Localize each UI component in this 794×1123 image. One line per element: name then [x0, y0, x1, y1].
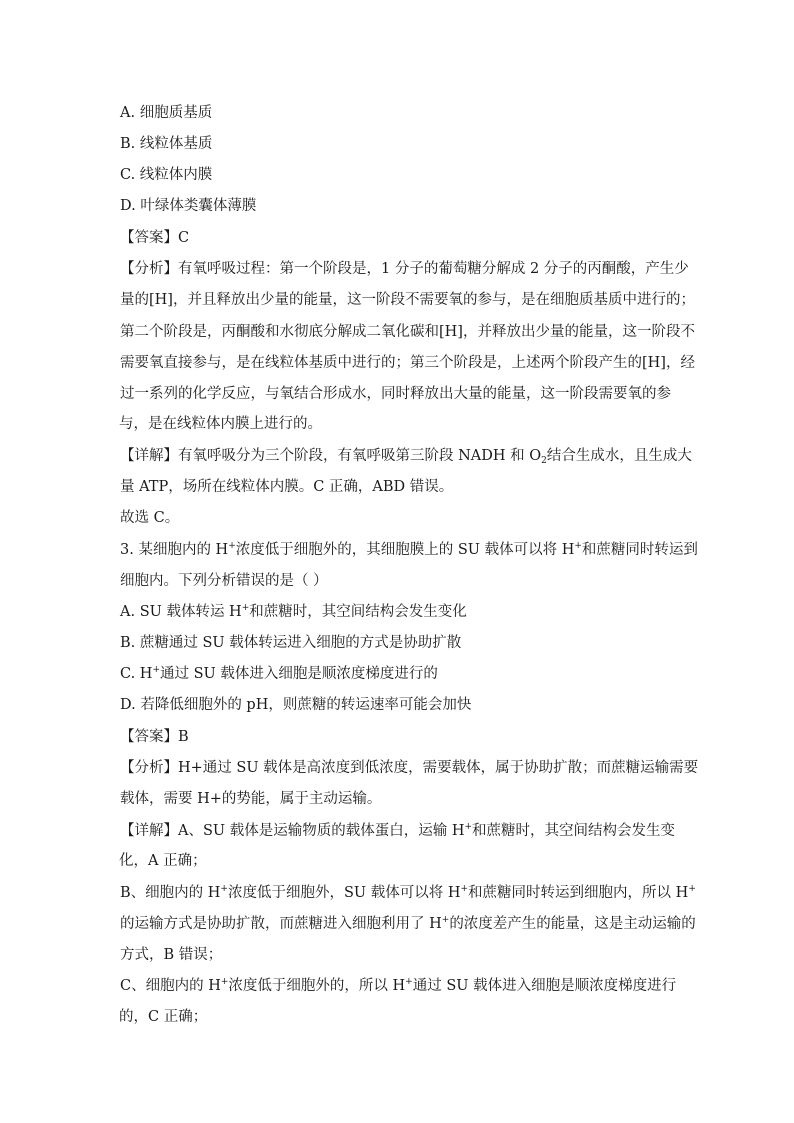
q3-analysis-line: 载体，需要 H+的势能，属于主动运输。 [120, 791, 382, 807]
q3-answer: 【答案】B [120, 729, 189, 745]
subscript: 2 [541, 456, 547, 466]
q2-option-b: B. 线粒体基质 [120, 136, 213, 152]
q3-detail-text: 浓度低于细胞外，SU 载体可以将 H [227, 885, 461, 901]
q2-analysis-line: 需要氧直接参与，是在线粒体基质中进行的；第三个阶段是，上述两个阶段产生的[H]，经 [120, 355, 695, 371]
q2-analysis-line: 第二个阶段是，丙酮酸和水彻底分解成二氧化碳和[H]，并释放出少量的能量，这一阶段不 [120, 324, 695, 340]
q2-conclusion: 故选 C。 [120, 510, 180, 526]
q2-analysis-line: 与，是在线粒体内膜上进行的。 [119, 416, 322, 432]
q3-detail-text: 浓度低于细胞外的，所以 H [228, 978, 406, 994]
q3-option-c [120, 664, 438, 684]
superscript: + [152, 665, 160, 675]
superscript: + [220, 884, 228, 894]
q3-stem-line: 细胞内。下列分析错误的是（ ） [120, 573, 328, 589]
q3-option-b: B. 蔗糖通过 SU 载体转运进入细胞的方式是协助扩散 [120, 635, 462, 651]
q3-detail-text: B、细胞内的 H [120, 885, 221, 901]
q3-detail-text: 【详解】A、SU 载体是运输物质的载体蛋白，运输 H [120, 823, 465, 839]
q3-detail-text: 的运输方式是协助扩散，而蔗糖进入细胞利用了 H [120, 916, 442, 932]
q3-detail-line: 的，C 正确； [119, 1009, 208, 1025]
q3-stem-text: 和蔗糖同时转运到 [581, 542, 698, 558]
superscript: + [241, 603, 250, 613]
q3-detail-line: 方式，B 错误； [120, 947, 223, 963]
q2-detail-line [120, 446, 692, 466]
q3-stem-text: 3. 某细胞内的 H [120, 542, 229, 558]
q2-detail-text: 【详解】有氧呼吸分为三个阶段，有氧呼吸第三阶段 NADH 和 O [120, 448, 542, 464]
q2-detail-text: 结合生成水，且生成大 [546, 448, 692, 464]
q3-option-d: D. 若降低细胞外的 pH，则蔗糖的转运速率可能会加快 [120, 697, 472, 713]
q3-option-a [120, 602, 467, 622]
superscript: + [220, 977, 229, 987]
q3-detail-text: 通过 SU 载体进入细胞是顺浓度梯度进行 [412, 978, 677, 994]
superscript: + [464, 822, 473, 832]
q3-option-text: C. H [120, 666, 153, 682]
q3-option-text: 和蔗糖时，其空间结构会发生变化 [249, 604, 467, 620]
q3-detail-line: 化，A 正确； [119, 853, 207, 869]
q3-option-text: A. SU 载体转运 H [120, 604, 242, 620]
q3-detail-line [120, 821, 675, 841]
q2-analysis-line: 【分析】有氧呼吸过程：第一个阶段是，1 分子的葡萄糖分解成 2 分子的丙酮酸，产生少 [120, 261, 689, 277]
q3-option-text: 通过 SU 载体进入细胞是顺浓度梯度进行的 [160, 666, 438, 682]
q3-detail-line [120, 883, 696, 903]
superscript: + [441, 915, 450, 925]
superscript: + [574, 541, 582, 551]
q3-detail-line [120, 976, 676, 996]
q3-stem-text: 浓度低于细胞外的，其细胞膜上的 SU 载体可以将 H [235, 542, 575, 558]
q3-detail-line [120, 914, 696, 934]
q2-analysis-line: 量的[H]，并且释放出少量的能量，这一阶段不需要氧的参与，是在细胞质基质中进行的； [120, 292, 695, 308]
q3-detail-text: 和蔗糖同时转运到细胞内，所以 H [468, 885, 689, 901]
q2-analysis-line: 过一系列的化学反应，与氧结合形成水，同时释放出大量的能量，这一阶段需要氧的参 [120, 386, 671, 402]
superscript: + [688, 884, 696, 894]
superscript: + [405, 977, 413, 987]
q3-detail-text: 和蔗糖时，其空间结构会发生变 [472, 823, 676, 839]
q2-answer: 【答案】C [120, 230, 190, 246]
q2-option-d: D. 叶绿体类囊体薄膜 [120, 198, 257, 214]
q3-analysis-line: 【分析】H+通过 SU 载体是高浓度到低浓度，需要载体，属于协助扩散；而蔗糖运输需要 [120, 760, 699, 776]
q3-detail-text: 的浓度差产生的能量，这是主动运输的 [449, 916, 696, 932]
q2-option-a: A. 细胞质基质 [120, 105, 213, 121]
q3-detail-text: C、细胞内的 H [120, 978, 221, 994]
q2-option-c: C. 线粒体内膜 [120, 167, 213, 183]
q3-stem-line [120, 540, 698, 560]
q2-detail-line: 量 ATP，场所在线粒体内膜。C 正确，ABD 错误。 [120, 479, 454, 495]
superscript: + [228, 541, 236, 551]
superscript: + [460, 884, 469, 894]
